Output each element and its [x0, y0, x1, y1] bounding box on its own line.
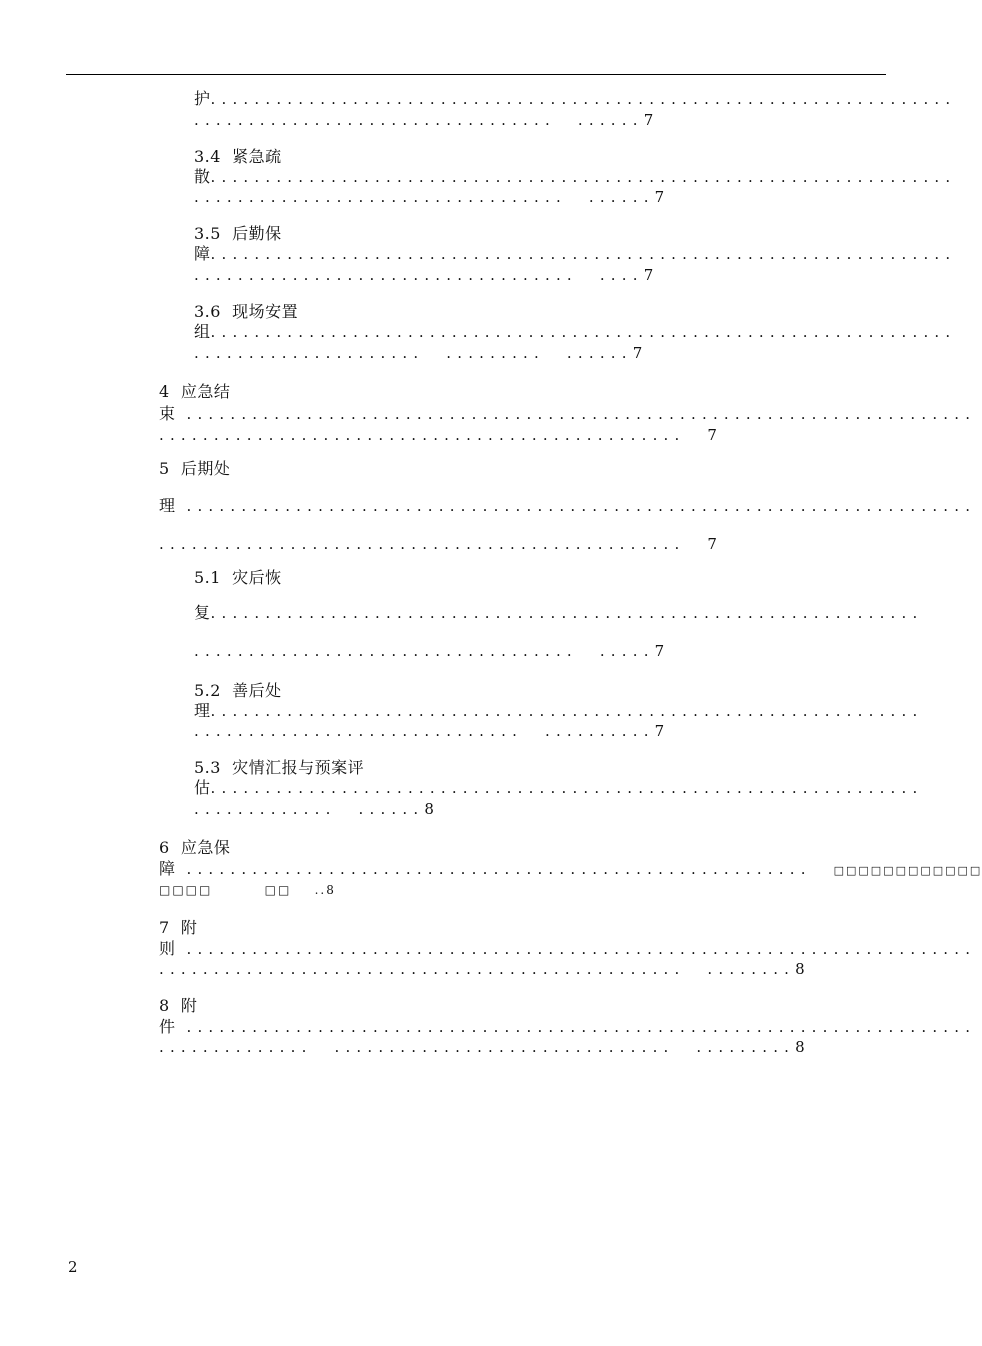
toc-line: 束 ........................................................................ — [159, 404, 977, 423]
toc-heading[interactable]: 5.1 灾后恢 — [194, 568, 282, 587]
toc-leader-line: □□□□ □□ ..8 — [159, 883, 336, 897]
toc-heading[interactable]: 3.4 紧急疏 — [194, 147, 282, 166]
toc-leader-line: ................................... .....7 — [194, 642, 671, 660]
toc-line: 组.................................................................... — [194, 322, 957, 341]
toc-heading[interactable]: 5 后期处 — [159, 459, 231, 478]
toc-heading[interactable]: 5.3 灾情汇报与预案评 — [194, 758, 365, 777]
toc-heading[interactable]: 3.6 现场安置 — [194, 302, 299, 321]
toc-leader-line: .............................. ..........7 — [194, 722, 671, 740]
toc-leader-line: ................................................ ........8 — [159, 960, 811, 978]
garbled-glyphs: □□□□□□□□□□□□ — [833, 864, 982, 877]
toc-leader-line: ................................. ......7 — [194, 111, 660, 129]
toc-line: 障 ......................................................... □□□□□□□□□□□□ — [159, 859, 982, 878]
toc-line: 障.................................................................... — [194, 244, 957, 263]
toc-line: 估................................................................. — [194, 778, 924, 797]
header-rule — [66, 74, 886, 75]
toc-heading[interactable]: 3.5 后勤保 — [194, 224, 282, 243]
toc-line: 散.................................................................... — [194, 167, 957, 186]
toc-leader-line: .................................. ......7 — [194, 188, 671, 206]
toc-leader-line: ................................... ....7 — [194, 266, 660, 284]
toc-leader-line: ............. ......8 — [194, 800, 441, 818]
toc-line: 理................................................................. — [194, 701, 924, 720]
toc-leader-line: ................................................ 7 — [159, 426, 724, 444]
toc-heading[interactable]: 6 应急保 — [159, 838, 231, 857]
toc-leader-line: .............. ............................... .........8 — [159, 1038, 811, 1056]
toc-heading[interactable]: 4 应急结 — [159, 382, 231, 401]
toc-heading[interactable]: 5.2 善后处 — [194, 681, 282, 700]
page-number: 2 — [68, 1258, 78, 1276]
toc-line: 复................................................................. — [194, 603, 924, 622]
toc-line: 护.................................................................... — [194, 89, 957, 108]
toc-leader-line: ..................... ......... ......7 — [194, 344, 649, 362]
toc-heading[interactable]: 7 附 — [159, 918, 198, 937]
toc-heading[interactable]: 8 附 — [159, 996, 198, 1015]
toc-line: 理 ........................................................................ — [159, 496, 977, 515]
toc-line: 则 ........................................................................ — [159, 939, 977, 958]
toc-leader-line: ................................................ 7 — [159, 535, 724, 553]
toc-line: 件 ........................................................................ — [159, 1017, 977, 1036]
